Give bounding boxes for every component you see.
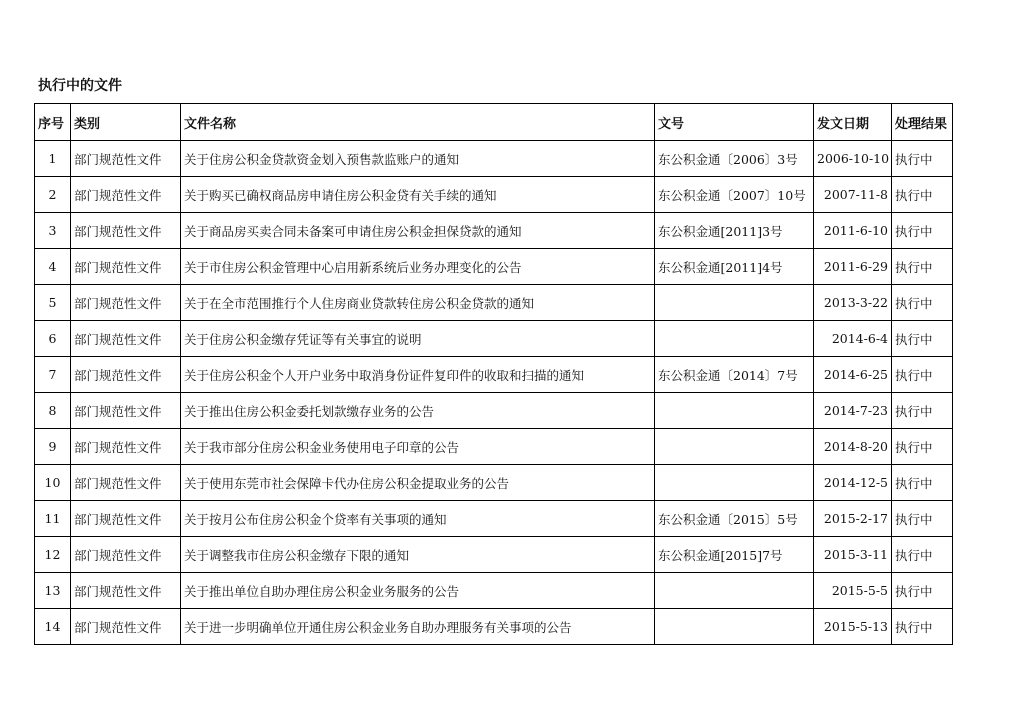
cell-status: 执行中	[892, 393, 953, 429]
table-row	[35, 429, 953, 465]
cell-category: 部门规范性文件	[71, 609, 181, 645]
cell-status: 执行中	[892, 177, 953, 213]
cell-seq: 13	[35, 573, 71, 609]
cell-category: 部门规范性文件	[71, 213, 181, 249]
cell-date: 2015-3-11	[814, 537, 892, 573]
cell-name: 关于住房公积金个人开户业务中取消身份证件复印件的收取和扫描的通知	[181, 357, 655, 393]
cell-date: 2006-10-10	[814, 141, 892, 177]
cell-seq: 12	[35, 537, 71, 573]
cell-seq: 4	[35, 249, 71, 285]
table-row	[35, 285, 953, 321]
cell-name: 关于使用东莞市社会保障卡代办住房公积金提取业务的公告	[181, 465, 655, 501]
table-row	[35, 321, 953, 357]
table-row	[35, 357, 953, 393]
cell-seq: 3	[35, 213, 71, 249]
cell-status: 执行中	[892, 609, 953, 645]
cell-seq: 7	[35, 357, 71, 393]
cell-name: 关于进一步明确单位开通住房公积金业务自助办理服务有关事项的公告	[181, 609, 655, 645]
cell-date: 2013-3-22	[814, 285, 892, 321]
cell-name: 关于调整我市住房公积金缴存下限的通知	[181, 537, 655, 573]
cell-name: 关于市住房公积金管理中心启用新系统后业务办理变化的公告	[181, 249, 655, 285]
cell-seq: 10	[35, 465, 71, 501]
cell-status: 执行中	[892, 321, 953, 357]
header-category: 类别	[71, 104, 181, 141]
cell-name: 关于购买已确权商品房申请住房公积金贷有关手续的通知	[181, 177, 655, 213]
cell-seq: 8	[35, 393, 71, 429]
cell-category: 部门规范性文件	[71, 285, 181, 321]
cell-date: 2014-6-25	[814, 357, 892, 393]
cell-seq: 9	[35, 429, 71, 465]
cell-category: 部门规范性文件	[71, 321, 181, 357]
cell-status: 执行中	[892, 573, 953, 609]
cell-date: 2014-8-20	[814, 429, 892, 465]
table-row	[35, 141, 953, 177]
cell-date: 2007-11-8	[814, 177, 892, 213]
cell-doc-no	[655, 573, 814, 609]
table-row	[35, 393, 953, 429]
header-doc-no: 文号	[655, 104, 814, 141]
cell-status: 执行中	[892, 141, 953, 177]
table-row	[35, 465, 953, 501]
cell-status: 执行中	[892, 213, 953, 249]
cell-name: 关于住房公积金缴存凭证等有关事宜的说明	[181, 321, 655, 357]
cell-name: 关于按月公布住房公积金个贷率有关事项的通知	[181, 501, 655, 537]
table-header	[35, 104, 953, 141]
cell-date: 2014-6-4	[814, 321, 892, 357]
cell-seq: 2	[35, 177, 71, 213]
cell-seq: 11	[35, 501, 71, 537]
cell-doc-no: 东公积金通[2015]7号	[655, 537, 814, 573]
cell-doc-no: 东公积金通[2011]3号	[655, 213, 814, 249]
cell-doc-no	[655, 465, 814, 501]
cell-doc-no: 东公积金通[2011]4号	[655, 249, 814, 285]
cell-doc-no	[655, 321, 814, 357]
cell-doc-no: 东公积金通〔2014〕7号	[655, 357, 814, 393]
cell-category: 部门规范性文件	[71, 357, 181, 393]
cell-date: 2011-6-29	[814, 249, 892, 285]
cell-date: 2015-2-17	[814, 501, 892, 537]
cell-doc-no: 东公积金通〔2015〕5号	[655, 501, 814, 537]
table-row	[35, 177, 953, 213]
cell-name: 关于我市部分住房公积金业务使用电子印章的公告	[181, 429, 655, 465]
cell-category: 部门规范性文件	[71, 249, 181, 285]
page-title: 执行中的文件	[38, 78, 122, 94]
header-name: 文件名称	[181, 104, 655, 141]
table-row	[35, 609, 953, 645]
table-row	[35, 213, 953, 249]
cell-status: 执行中	[892, 357, 953, 393]
cell-date: 2014-12-5	[814, 465, 892, 501]
cell-category: 部门规范性文件	[71, 537, 181, 573]
table-row	[35, 501, 953, 537]
cell-date: 2014-7-23	[814, 393, 892, 429]
cell-category: 部门规范性文件	[71, 393, 181, 429]
header-seq: 序号	[35, 104, 71, 141]
cell-doc-no	[655, 429, 814, 465]
documents-table	[34, 103, 953, 645]
cell-status: 执行中	[892, 429, 953, 465]
cell-date: 2015-5-13	[814, 609, 892, 645]
table-row	[35, 573, 953, 609]
cell-category: 部门规范性文件	[71, 177, 181, 213]
cell-name: 关于住房公积金贷款资金划入预售款监账户的通知	[181, 141, 655, 177]
cell-status: 执行中	[892, 249, 953, 285]
cell-status: 执行中	[892, 285, 953, 321]
cell-seq: 1	[35, 141, 71, 177]
cell-date: 2015-5-5	[814, 573, 892, 609]
cell-seq: 6	[35, 321, 71, 357]
cell-seq: 14	[35, 609, 71, 645]
cell-category: 部门规范性文件	[71, 141, 181, 177]
cell-doc-no	[655, 393, 814, 429]
cell-status: 执行中	[892, 537, 953, 573]
cell-name: 关于商品房买卖合同未备案可申请住房公积金担保贷款的通知	[181, 213, 655, 249]
cell-doc-no: 东公积金通〔2007〕10号	[655, 177, 814, 213]
cell-doc-no	[655, 285, 814, 321]
header-row	[35, 104, 953, 141]
table-body	[35, 141, 953, 645]
table-row	[35, 537, 953, 573]
cell-name: 关于推出住房公积金委托划款缴存业务的公告	[181, 393, 655, 429]
cell-category: 部门规范性文件	[71, 573, 181, 609]
cell-doc-no: 东公积金通〔2006〕3号	[655, 141, 814, 177]
header-date: 发文日期	[814, 104, 892, 141]
cell-status: 执行中	[892, 501, 953, 537]
cell-seq: 5	[35, 285, 71, 321]
cell-category: 部门规范性文件	[71, 501, 181, 537]
cell-date: 2011-6-10	[814, 213, 892, 249]
cell-doc-no	[655, 609, 814, 645]
cell-name: 关于在全市范围推行个人住房商业贷款转住房公积金贷款的通知	[181, 285, 655, 321]
cell-category: 部门规范性文件	[71, 465, 181, 501]
table-row	[35, 249, 953, 285]
cell-category: 部门规范性文件	[71, 429, 181, 465]
cell-status: 执行中	[892, 465, 953, 501]
header-status: 处理结果	[892, 104, 953, 141]
cell-name: 关于推出单位自助办理住房公积金业务服务的公告	[181, 573, 655, 609]
